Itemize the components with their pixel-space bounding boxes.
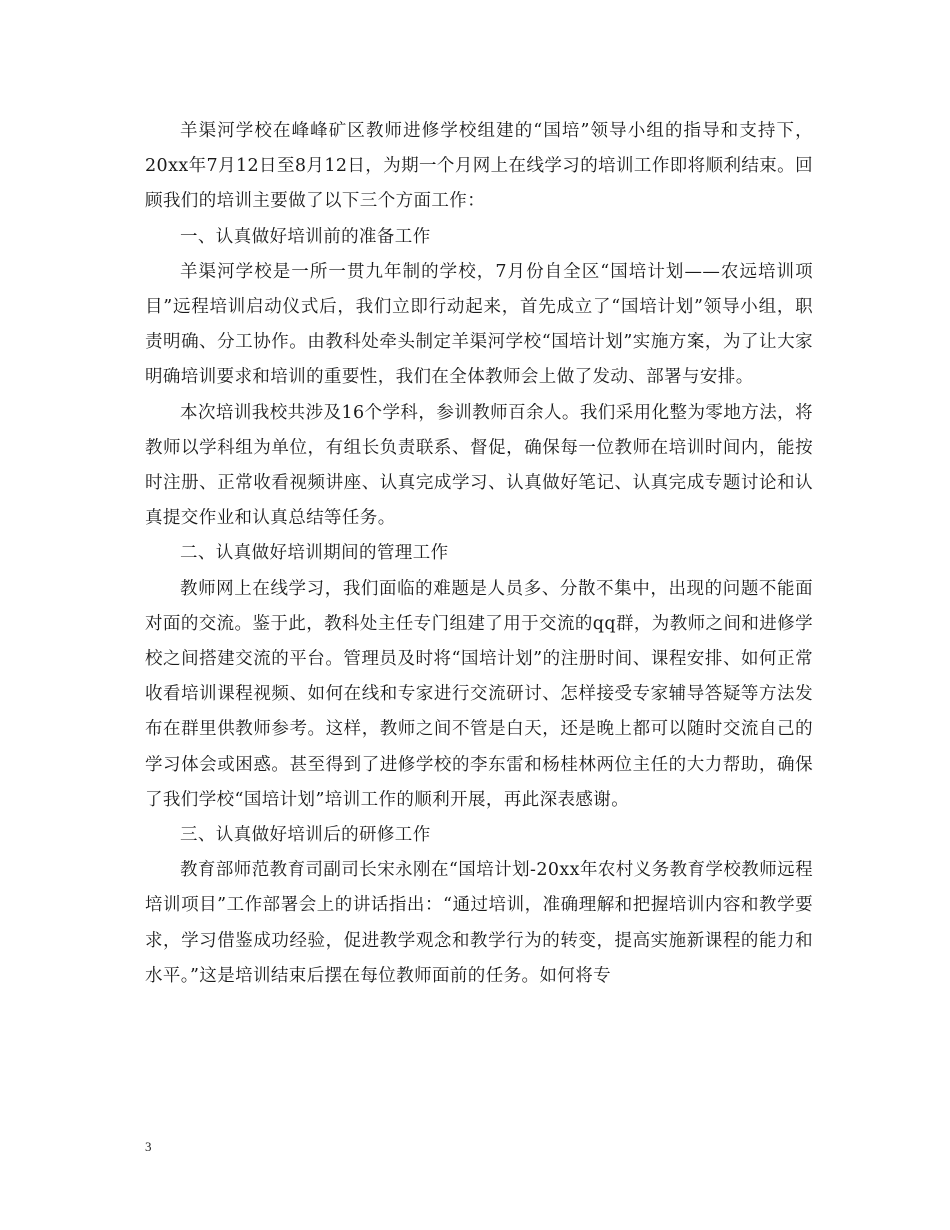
section-heading-1: 一、认真做好培训前的准备工作 [180, 226, 431, 247]
page-number: 3 [145, 1139, 152, 1154]
document-body [145, 114, 813, 994]
section-heading-3: 三、认真做好培训后的研修工作 [180, 825, 431, 846]
section-heading-2: 二、认真做好培训期间的管理工作 [180, 543, 449, 564]
paragraph-research: 教育部师范教育司副司长宋永刚在“国培计划-20xx年农村义务教育学校教师远程培训项目”工作部署会上的讲话指出：“通过培训，准确理解和把握培训内容和教学要求，学习借鉴成功经验，促进教学观念和教学行为的转变，提高实施新课程的能力和水平。”这是培训结束后摆在每位教师面前的任务。如何将专 [145, 860, 813, 986]
paragraph-training-scope: 本次培训我校共涉及16个学科，参训教师百余人。我们采用化整为零地方法，将教师以学科组为单位，有组长负责联系、督促，确保每一位教师在培训时间内，能按时注册、正常收看视频讲座、认真完成学习、认真做好笔记、认真完成专题讨论和认真提交作业和认真总结等任务。 [145, 402, 813, 529]
paragraph-intro: 羊渠河学校在峰峰矿区教师进修学校组建的“国培”领导小组的指导和支持下，20xx年7月12日至8月12日，为期一个月网上在线学习的培训工作即将顺利结束。回顾我们的培训主要做了以下三个方面工作： [145, 121, 813, 212]
paragraph-management: 教师网上在线学习，我们面临的难题是人员多、分散不集中，出现的问题不能面对面的交流。鉴于此，教科处主任专门组建了用于交流的qq群，为教师之间和进修学校之间搭建交流的平台。管理员及时将“国培计划”的注册时间、课程安排、如何正常收看培训课程视频、如何在线和专家进行交流研讨、怎样接受专家辅导答疑等方法发布在群里供教师参考。这样，教师之间不管是白天，还是晚上都可以随时交流自己的学习体会或困惑。甚至得到了进修学校的李东雷和杨桂林两位主任的大力帮助，确保了我们学校“国培计划”培训工作的顺利开展，再此深表感谢。 [145, 578, 813, 810]
paragraph-preparation: 羊渠河学校是一所一贯九年制的学校，7月份自全区“国培计划——农远培训项目”远程培训启动仪式后，我们立即行动起来，首先成立了“国培计划”领导小组，职责明确、分工协作。由教科处牵头制定羊渠河学校“国培计划”实施方案，为了让大家明确培训要求和培训的重要性，我们在全体教师会上做了发动、部署与安排。 [145, 261, 813, 388]
